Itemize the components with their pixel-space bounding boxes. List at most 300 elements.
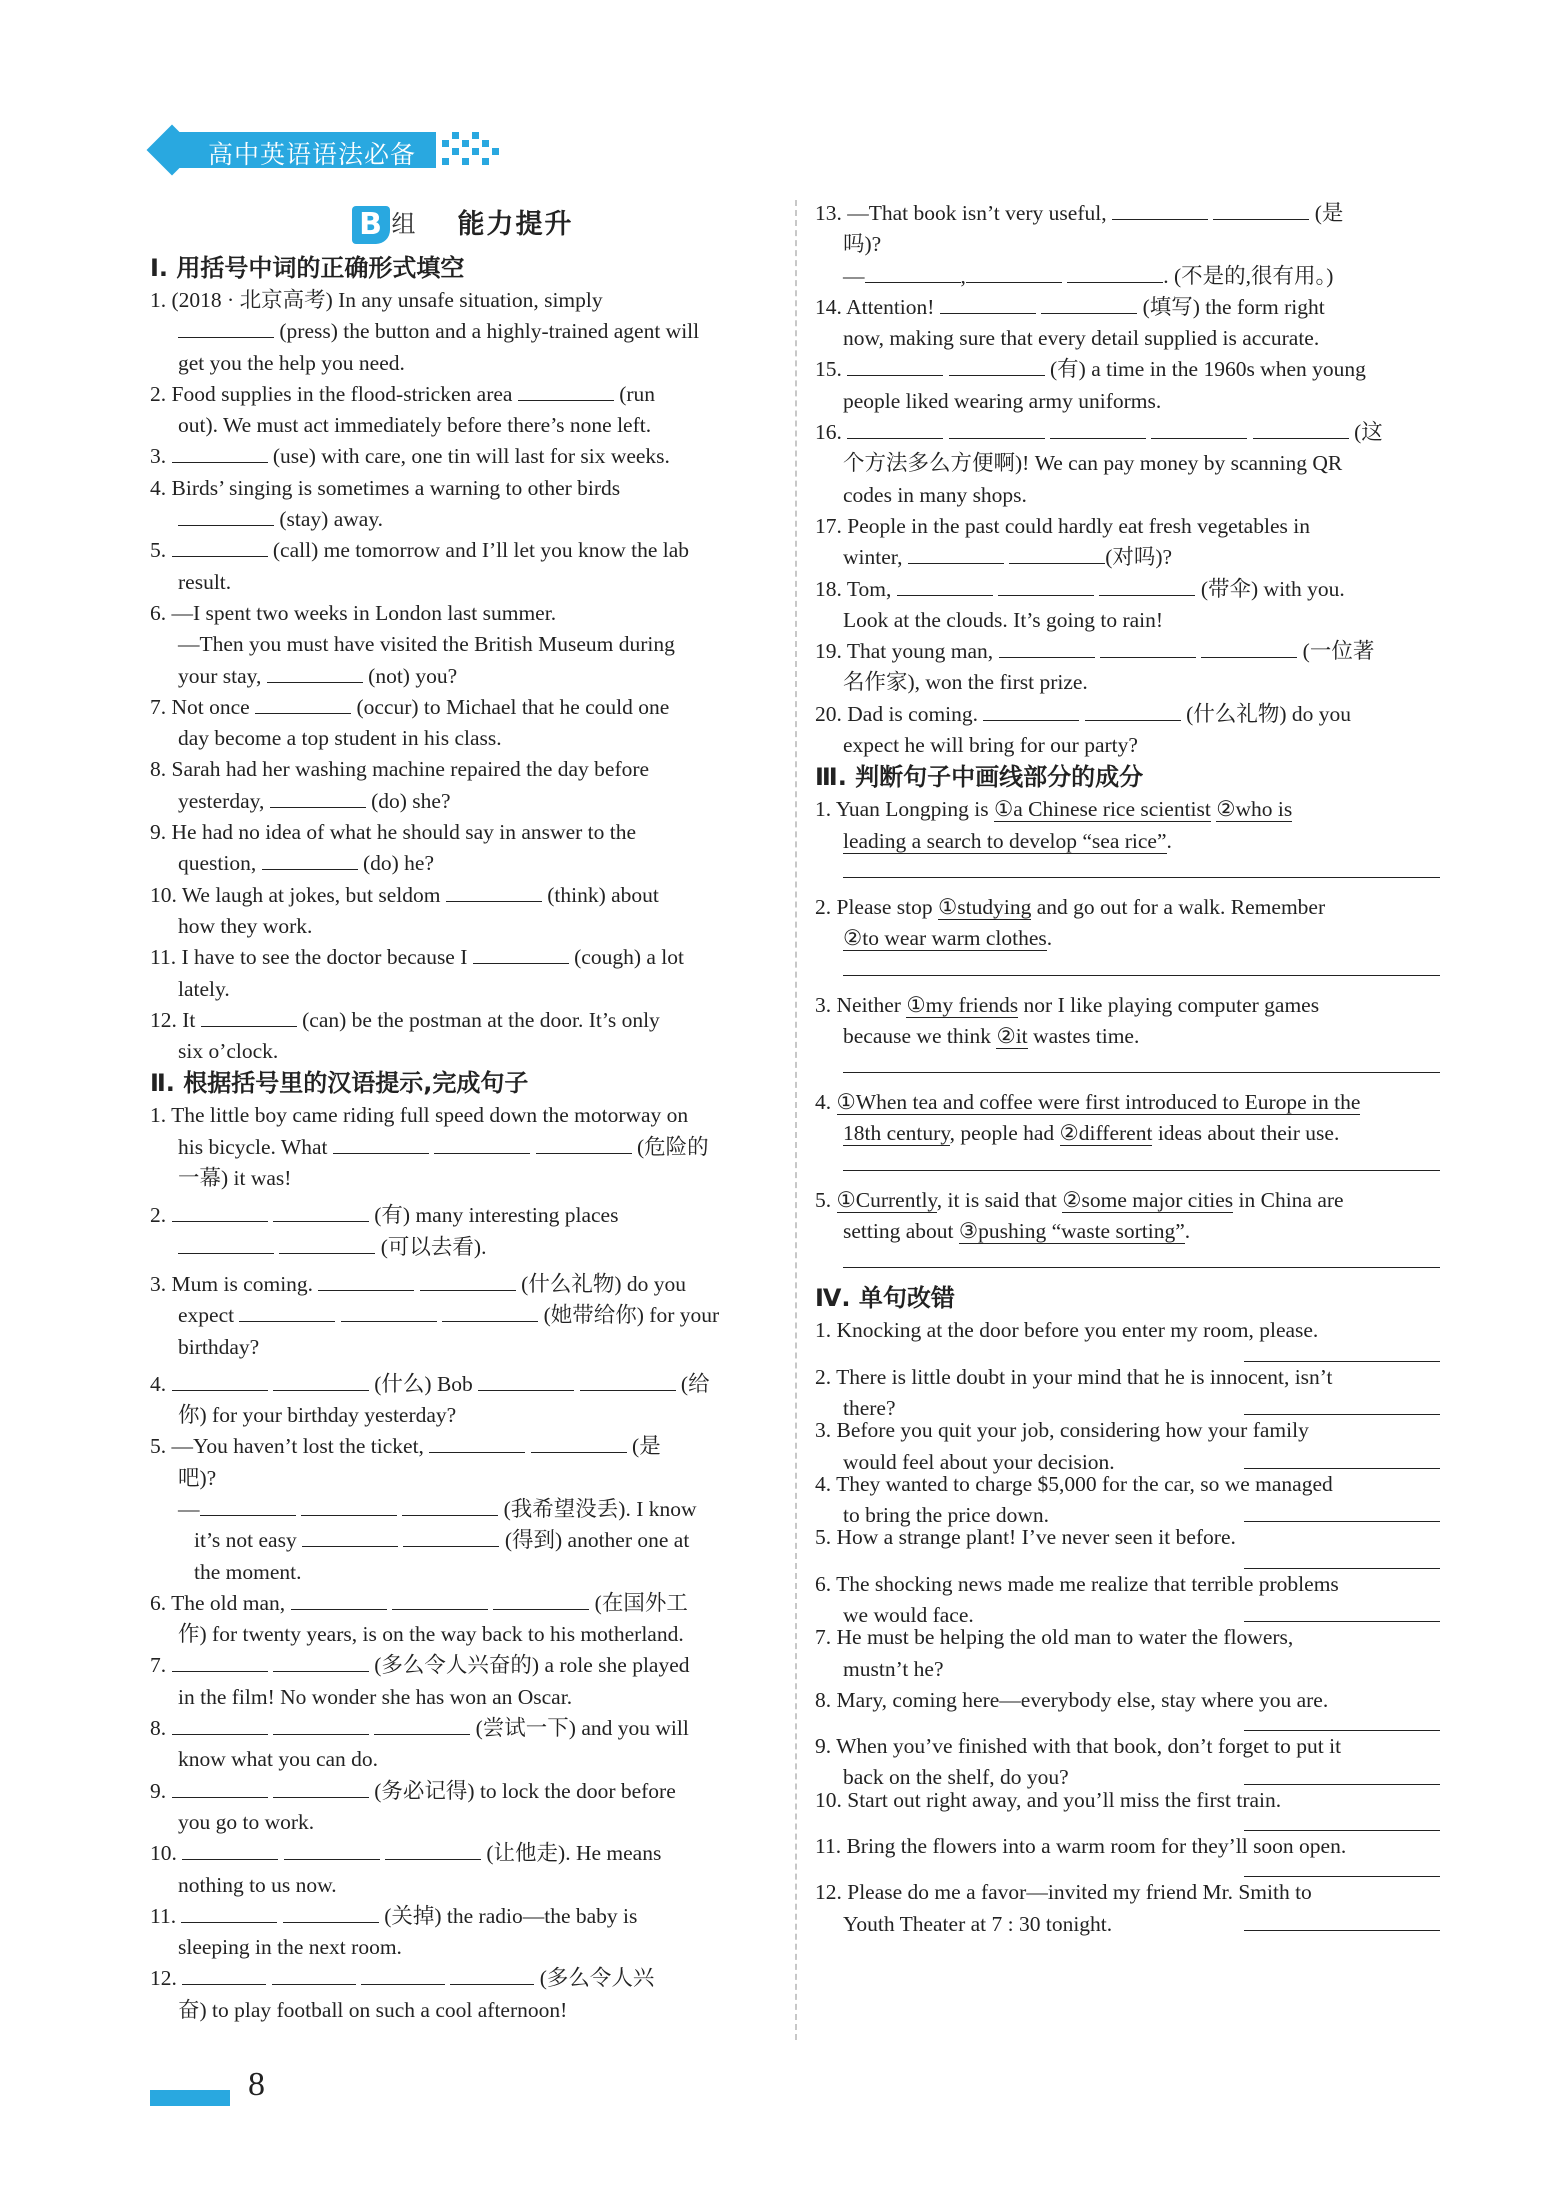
blank <box>908 543 1004 564</box>
item-text: 20. Dad is coming. <box>815 701 979 726</box>
exercise-4-item-5 <box>815 1522 1440 1568</box>
exercise-2-item-7 <box>150 1650 775 1713</box>
blank <box>473 943 569 964</box>
item-text: codes in many shops. <box>843 482 1027 507</box>
exercise-4-item-12 <box>815 1877 1440 1936</box>
item-hint: (是 <box>1314 201 1344 225</box>
exercise-1-item-5 <box>150 535 775 598</box>
blank <box>865 262 961 283</box>
item-text: , people had <box>949 1121 1055 1146</box>
blank <box>178 1233 274 1254</box>
blank <box>983 700 1079 721</box>
blank <box>434 1133 530 1154</box>
blank <box>385 1839 481 1860</box>
correction-line[interactable] <box>1244 1816 1440 1831</box>
item-number: 7. <box>150 1653 167 1678</box>
blank <box>172 1370 268 1391</box>
item-text: and go out for a walk. Remember <box>1036 894 1326 919</box>
item-hint: 吗)? <box>843 232 882 257</box>
blank <box>318 1270 414 1291</box>
answer-line[interactable] <box>843 1257 1440 1268</box>
underlined-part: ①a Chinese rice scientist <box>993 797 1211 822</box>
exercise-4-item-11 <box>815 1831 1440 1877</box>
exercise-4-item-3 <box>815 1415 1440 1474</box>
item-text: 9. When you’ve finished with that book, don’t forget to put it <box>815 1734 1342 1759</box>
item-text: 19. That young man, <box>815 639 994 664</box>
item-text: yesterday, <box>178 788 265 813</box>
item-hint: . (不是的,很有用。) <box>1163 263 1334 288</box>
right-column <box>815 198 1440 1936</box>
blank <box>1009 543 1105 564</box>
item-text: 3. Neither <box>815 992 901 1017</box>
running-header <box>150 128 500 172</box>
item-text: birthday? <box>178 1334 260 1359</box>
item-number: 16. <box>815 420 842 445</box>
exercise-4-item-1 <box>815 1315 1440 1361</box>
exercise-2-item-8 <box>150 1713 775 1776</box>
blank <box>272 1964 356 1985</box>
item-text: 11. I have to see the doctor because I <box>150 945 468 970</box>
blank <box>262 849 358 870</box>
item-hint: (务必记得) to lock the door before <box>374 1778 676 1803</box>
blank <box>172 1714 268 1735</box>
item-text: 12. Please do me a favor—invited my friend Mr. Smith to <box>815 1880 1312 1905</box>
item-text: (press) the button and a highly-trained agent will <box>279 319 700 344</box>
item-text: you go to work. <box>178 1809 315 1834</box>
item-text: winter, <box>843 545 903 570</box>
item-text: (cough) a lot <box>574 945 684 970</box>
blank <box>172 442 268 463</box>
item-text: 3. Mum is coming. <box>150 1271 314 1296</box>
item-text: out). We must act immediately before there’s none left. <box>178 413 652 438</box>
blank <box>374 1714 470 1735</box>
blank <box>182 1839 278 1860</box>
blank <box>181 1902 277 1923</box>
answer-line[interactable] <box>843 1160 1440 1171</box>
blank <box>429 1432 525 1453</box>
exercise-2-item-2 <box>150 1200 775 1263</box>
item-text: , <box>960 263 966 288</box>
item-text: 7. Not once <box>150 694 250 719</box>
correction-line[interactable] <box>1244 1607 1440 1622</box>
correction-line[interactable] <box>1244 1400 1440 1415</box>
item-number: 4. <box>150 1371 167 1396</box>
correction-line[interactable] <box>1244 1507 1440 1522</box>
correction-line[interactable] <box>1244 1770 1440 1785</box>
item-hint: (危险的 <box>636 1134 709 1159</box>
correction-line[interactable] <box>1244 1716 1440 1731</box>
item-text: (think) about <box>547 882 659 907</box>
item-text: 10. Start out right away, and you’ll miss the first train. <box>815 1787 1282 1812</box>
item-text: 2. Food supplies in the flood-stricken area <box>150 381 513 406</box>
section-1-title: Ⅰ. 用括号中词的正确形式填空 <box>150 254 465 282</box>
underlined-part: ②it <box>996 1023 1028 1048</box>
item-text: 作) for twenty years, is on the way back to his motherland. <box>178 1622 684 1647</box>
blank <box>580 1370 676 1391</box>
item-number: 4. <box>815 1090 832 1115</box>
item-text: 11. Bring the flowers into a warm room for they’ll soon open. <box>815 1834 1347 1859</box>
exercise-1-item-6 <box>150 598 775 692</box>
blank <box>949 418 1045 439</box>
item-text: his bicycle. What <box>178 1134 328 1159</box>
item-text: in China are <box>1238 1187 1344 1212</box>
item-text: how they work. <box>178 913 313 938</box>
exercise-4-item-2 <box>815 1362 1440 1420</box>
correction-line[interactable] <box>1244 1347 1440 1362</box>
blank <box>361 1964 445 1985</box>
blank <box>273 1714 369 1735</box>
item-text: Youth Theater at 7 : 30 tonight. <box>843 1911 1113 1936</box>
blank <box>1201 637 1297 658</box>
item-number: 9. <box>150 1778 167 1803</box>
exercise-1-item-12 <box>150 1005 775 1068</box>
blank <box>178 317 274 338</box>
item-text: 1. Knocking at the door before you enter my room, please. <box>815 1318 1319 1343</box>
item-text: (do) she? <box>371 788 451 813</box>
item-text: in the film! No wonder she has won an Oscar. <box>178 1684 573 1709</box>
blank <box>273 1651 369 1672</box>
item-text: 一幕) it was! <box>178 1166 292 1191</box>
blank <box>200 1495 296 1516</box>
blank <box>536 1133 632 1154</box>
blank <box>182 1964 266 1985</box>
exercise-4-item-6 <box>815 1569 1440 1627</box>
item-hint: (多么令人兴 <box>539 1966 655 1991</box>
exercise-4-item-4 <box>815 1469 1440 1528</box>
item-text: nor I like playing computer games <box>1023 992 1320 1017</box>
item-hint: (这 <box>1354 420 1383 445</box>
blank <box>518 380 614 401</box>
blank <box>966 262 1062 283</box>
item-number: 8. <box>150 1716 167 1741</box>
exercise-2-item-10 <box>150 1838 775 1901</box>
exercise-4-item-10 <box>815 1785 1440 1831</box>
exercise-2-item-9 <box>150 1776 775 1839</box>
item-text: . <box>1166 828 1172 853</box>
correction-line[interactable] <box>1244 1916 1440 1931</box>
blank <box>446 881 542 902</box>
answer-line[interactable] <box>843 867 1440 878</box>
exercise-1-item-11 <box>150 942 775 1005</box>
item-text: —Then you must have visited the British Museum during <box>178 632 675 657</box>
blank <box>1100 637 1196 658</box>
item-text: wastes time. <box>1033 1023 1140 1048</box>
item-text: mustn’t he? <box>843 1656 944 1681</box>
item-text: 1. Yuan Longping is <box>815 797 989 822</box>
item-text: , it is said that <box>936 1187 1057 1212</box>
section-4-title: Ⅳ. 单句改错 <box>815 1284 955 1313</box>
blank <box>1067 262 1163 283</box>
item-text: 12. It <box>150 1007 196 1032</box>
item-text: (stay) away. <box>279 507 384 532</box>
underlined-part: ①When tea and coffee were first introduced to Europe in the <box>836 1090 1361 1115</box>
item-text: 8. Mary, coming here—everybody else, stay where you are. <box>815 1687 1329 1712</box>
exercise-1-item-8 <box>150 754 775 817</box>
exercise-2-item-4 <box>150 1369 775 1432</box>
blank <box>270 787 366 808</box>
exercise-3-item-5 <box>815 1185 1440 1269</box>
item-number: 2. <box>150 1203 167 1228</box>
blank <box>897 575 993 596</box>
answer-line[interactable] <box>843 965 1440 976</box>
item-text: — <box>843 263 865 288</box>
blank <box>302 1526 398 1547</box>
exercise-1-item-3 <box>150 441 775 472</box>
exercise-3-item-4 <box>815 1087 1440 1171</box>
item-text: (use) with care, one tin will last for six weeks. <box>272 444 670 469</box>
exercise-2-item-3 <box>150 1269 775 1363</box>
item-hint: (多么令人兴奋的) a role she played <box>374 1653 690 1678</box>
underlined-part: ②who is <box>1216 797 1293 822</box>
item-hint: (什么礼物) do you <box>521 1271 686 1296</box>
exercise-1-item-4 <box>150 473 775 536</box>
page-number: 8 <box>248 2066 265 2103</box>
exercise-4-item-8 <box>815 1685 1440 1731</box>
exercise-2-item-18 <box>815 574 1440 637</box>
item-number: 5. <box>815 1187 832 1212</box>
item-text: (do) he? <box>362 851 435 876</box>
blank <box>172 1777 268 1798</box>
left-column <box>150 198 775 2026</box>
item-hint: (让他走). He means <box>486 1841 662 1866</box>
item-hint: (她带给你) for your <box>543 1303 720 1328</box>
item-hint: (我希望没丢). I know <box>503 1496 697 1521</box>
item-text: lately. <box>178 976 230 1001</box>
item-hint: (是 <box>632 1434 661 1459</box>
blank <box>1213 199 1309 220</box>
exercise-1-item-7 <box>150 692 775 755</box>
underlined-part: ②different <box>1059 1121 1153 1146</box>
item-text: ideas about their use. <box>1157 1121 1340 1146</box>
exercise-2-item-1 <box>150 1100 775 1194</box>
item-text: (occur) to Michael that he could one <box>356 694 670 719</box>
blank <box>333 1133 429 1154</box>
item-hint: (填写) the form right <box>1142 294 1325 319</box>
item-text: (call) me tomorrow and I’ll let you know the lab <box>272 538 690 563</box>
exercise-2-item-16 <box>815 417 1440 511</box>
blank <box>201 1006 297 1027</box>
item-text: there? <box>843 1395 896 1420</box>
item-text: 10. We laugh at jokes, but seldom <box>150 882 441 907</box>
item-text: 18. Tom, <box>815 576 892 601</box>
item-text: result. <box>178 569 232 594</box>
item-hint: (给 <box>680 1371 710 1396</box>
exercise-2-item-19 <box>815 636 1440 699</box>
blank <box>273 1370 369 1391</box>
item-text: 6. —I spent two weeks in London last summer. <box>150 600 557 625</box>
item-text: 4. Birds’ singing is sometimes a warning to other birds <box>150 475 621 500</box>
item-text: 7. He must be helping the old man to water the flowers, <box>815 1625 1294 1650</box>
item-text: — <box>178 1496 200 1521</box>
section-3-title: Ⅲ. 判断句子中画线部分的成分 <box>815 763 1144 792</box>
item-hint: (可以去看). <box>380 1234 487 1259</box>
item-hint: (关掉) the radio—the baby is <box>384 1903 638 1928</box>
item-text: (not) you? <box>368 663 458 688</box>
item-hint: (尝试一下) and you will <box>475 1716 689 1741</box>
item-text: 奋) to play football on such a cool afternoon! <box>178 1997 568 2022</box>
item-text: 你) for your birthday yesterday? <box>178 1403 457 1428</box>
item-text: 17. People in the past could hardly eat fresh vegetables in <box>815 513 1310 538</box>
item-text: 6. The old man, <box>150 1590 286 1615</box>
blank <box>284 1839 380 1860</box>
blank <box>403 1526 499 1547</box>
item-text: 5. How a strange plant! I’ve never seen it before. <box>815 1525 1236 1550</box>
underlined-part: ②some major cities <box>1062 1187 1234 1212</box>
underlined-part: ①Currently <box>836 1187 937 1212</box>
item-number: 10. <box>150 1841 177 1866</box>
section-2-title: Ⅱ. 根据括号里的汉语提示,完成句子 <box>150 1069 529 1098</box>
item-text: nothing to us now. <box>178 1872 337 1897</box>
underlined-part: 18th century <box>843 1121 950 1146</box>
item-text: question, <box>178 851 257 876</box>
exercise-2-item-13 <box>815 198 1440 292</box>
blank <box>267 662 363 683</box>
correction-line[interactable] <box>1244 1862 1440 1877</box>
correction-line[interactable] <box>1244 1554 1440 1569</box>
blank <box>1050 418 1146 439</box>
blank <box>531 1432 627 1453</box>
item-text: the moment. <box>194 1559 302 1584</box>
item-text: day become a top student in his class. <box>178 726 502 751</box>
blank <box>291 1589 387 1610</box>
item-number: 3. <box>150 444 167 469</box>
blank <box>1099 575 1195 596</box>
item-number: 5. <box>150 538 167 563</box>
item-text: your stay, <box>178 663 262 688</box>
item-text: it’s not easy <box>194 1528 297 1553</box>
blank <box>442 1301 538 1322</box>
blank <box>1085 700 1181 721</box>
item-text: (有) many interesting places <box>374 1203 619 1228</box>
item-hint: (什么礼物) do you <box>1186 701 1351 726</box>
blank <box>847 355 943 376</box>
blank <box>178 505 274 526</box>
item-text: know what you can do. <box>178 1747 379 1772</box>
item-hint: (对吗)? <box>1105 545 1173 570</box>
answer-line[interactable] <box>843 1062 1440 1073</box>
item-hint: (有) a time in the 1960s when young <box>1050 357 1366 382</box>
item-text: 9. He had no idea of what he should say in answer to the <box>150 820 637 845</box>
blank <box>172 1201 268 1222</box>
correction-line[interactable] <box>1244 1454 1440 1469</box>
item-text: expect he will bring for our party? <box>843 733 1138 758</box>
blank <box>1151 418 1247 439</box>
item-text: because we think <box>843 1023 992 1048</box>
item-text: 14. Attention! <box>815 294 935 319</box>
blank <box>940 293 1036 314</box>
item-text: . <box>1184 1219 1191 1244</box>
header-dots-icon <box>442 132 502 170</box>
exercise-1-item-2 <box>150 379 775 442</box>
item-hint: 吧)? <box>178 1465 217 1490</box>
exercise-1-item-1 <box>150 285 775 379</box>
item-text: 13. —That book isn’t very useful, <box>815 201 1107 225</box>
item-text: would feel about your decision. <box>843 1449 1115 1474</box>
item-text: . <box>1046 926 1053 951</box>
item-text: (run <box>619 381 656 406</box>
exercise-1-item-10 <box>150 880 775 943</box>
column-divider <box>795 200 797 2040</box>
blank <box>478 1370 574 1391</box>
blank <box>1041 293 1137 314</box>
exercise-2-item-20 <box>815 699 1440 762</box>
item-text: 4. They wanted to charge $5,000 for the car, so we managed <box>815 1471 1333 1496</box>
item-text: to bring the price down. <box>843 1503 1049 1528</box>
exercise-3-item-3 <box>815 990 1440 1074</box>
exercise-2-item-11 <box>150 1901 775 1964</box>
blank <box>255 693 351 714</box>
exercise-2-item-15 <box>815 354 1440 417</box>
exercise-1-item-9 <box>150 817 775 880</box>
group-zu: 组 <box>391 210 416 239</box>
item-text: 5. —You haven’t lost the ticket, <box>150 1434 424 1459</box>
group-name: 能力提升 <box>457 209 574 241</box>
blank <box>392 1589 488 1610</box>
exercise-3-item-2 <box>815 892 1440 976</box>
blank <box>493 1589 589 1610</box>
group-title <box>150 198 775 252</box>
item-text: 2. Please stop <box>815 894 933 919</box>
exercise-4-item-7 <box>815 1622 1440 1685</box>
item-text: people liked wearing army uniforms. <box>843 388 1162 413</box>
item-number: 15. <box>815 357 842 382</box>
blank <box>847 418 943 439</box>
item-text: 名作家), won the first prize. <box>843 670 1088 695</box>
item-text: we would face. <box>843 1602 974 1627</box>
underlined-part: ①my friends <box>906 992 1019 1017</box>
group-letter: B <box>352 206 390 244</box>
item-text: (can) be the postman at the door. It’s only <box>302 1007 660 1032</box>
item-hint: (带伞) with you. <box>1200 576 1345 601</box>
item-text: 个方法多么方便啊)! We can pay money by scanning QR <box>843 451 1343 476</box>
item-hint: (一位著 <box>1302 639 1375 664</box>
blank <box>420 1270 516 1291</box>
blank <box>279 1233 375 1254</box>
header-title: 高中英语语法必备 <box>208 140 417 169</box>
blank <box>239 1301 335 1322</box>
item-text: now, making sure that every detail supplied is accurate. <box>843 326 1320 351</box>
exercise-2-item-17 <box>815 511 1440 574</box>
item-text: setting about <box>843 1219 954 1244</box>
exercise-2-item-12 <box>150 1963 775 2026</box>
item-text: 2. There is little doubt in your mind that he is innocent, isn’t <box>815 1364 1333 1389</box>
blank <box>283 1902 379 1923</box>
blank <box>402 1495 498 1516</box>
item-hint: (在国外工 <box>594 1590 688 1615</box>
blank <box>1253 418 1349 439</box>
blank <box>450 1964 534 1985</box>
item-text: back on the shelf, do you? <box>843 1765 1069 1790</box>
blank <box>999 637 1095 658</box>
exercise-2-item-14 <box>815 292 1440 355</box>
item-hint: (什么) Bob <box>374 1371 473 1396</box>
blank <box>172 536 268 557</box>
blank <box>949 355 1045 376</box>
exercise-2-item-6 <box>150 1588 775 1651</box>
underlined-part: ①studying <box>938 894 1032 919</box>
item-text: 1. The little boy came riding full speed down the motorway on <box>150 1103 689 1128</box>
item-text: expect <box>178 1303 235 1328</box>
item-text: 6. The shocking news made me realize that terrible problems <box>815 1571 1339 1596</box>
item-text: six o’clock. <box>178 1039 279 1064</box>
blank <box>1112 199 1208 220</box>
item-text: Look at the clouds. It’s going to rain! <box>843 607 1164 632</box>
exercise-2-item-5 <box>150 1431 775 1587</box>
blank <box>998 575 1094 596</box>
underlined-part: leading a search to develop “sea rice” <box>843 828 1167 853</box>
exercise-3-item-1 <box>815 794 1440 878</box>
blank <box>172 1651 268 1672</box>
